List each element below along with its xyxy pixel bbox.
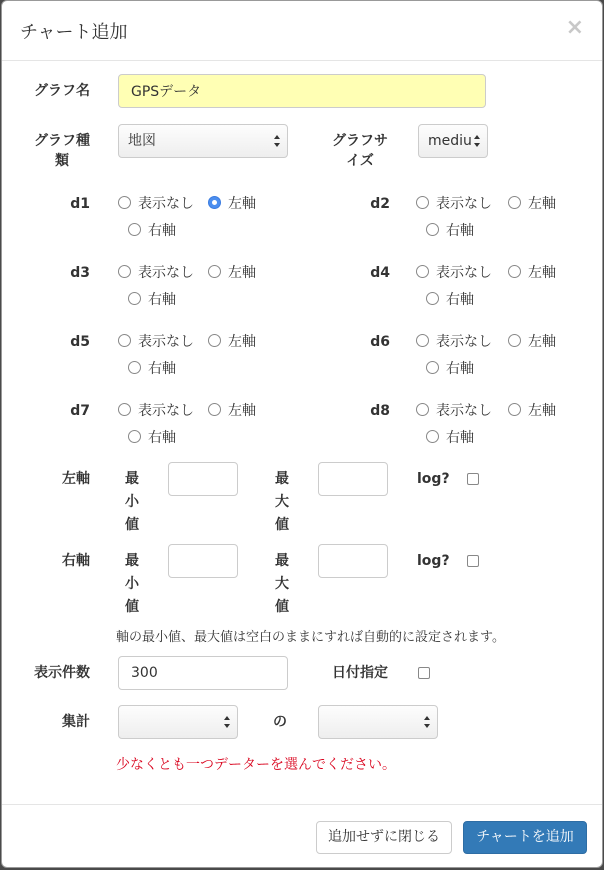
radio-label: 右軸 <box>446 361 474 377</box>
modal-footer <box>2 804 602 868</box>
radio-label: 左軸 <box>228 196 256 212</box>
graph-size-label: グラフサ イズ <box>332 133 388 169</box>
graph-name-input[interactable] <box>118 74 486 108</box>
radio-button-icon[interactable] <box>416 334 429 347</box>
left-axis-max-input[interactable] <box>318 462 388 496</box>
radio-label: 左軸 <box>228 334 256 350</box>
radio-d4-none[interactable] <box>416 263 492 283</box>
radio-button-icon[interactable] <box>128 430 141 443</box>
right-log-checkbox[interactable] <box>467 555 479 567</box>
close-without-adding-button[interactable]: 追加せずに閉じる <box>316 821 452 854</box>
radio-d8-left[interactable] <box>508 401 556 421</box>
aggregate-select[interactable] <box>118 705 238 739</box>
right-axis-label: 右軸 <box>62 553 90 569</box>
radio-d2-right[interactable] <box>426 221 474 241</box>
left-axis-min-input[interactable] <box>168 462 238 496</box>
radio-d8-none[interactable] <box>416 401 492 421</box>
aggregate-target-select[interactable] <box>318 705 438 739</box>
radio-label: 左軸 <box>528 265 556 281</box>
radio-d3-right[interactable] <box>128 290 176 310</box>
radio-label: 右軸 <box>148 361 176 377</box>
right-min-label: 最 小 値 <box>125 553 139 615</box>
right-axis-min-input[interactable] <box>168 544 238 578</box>
series-label-d4: d4 <box>370 265 390 281</box>
radio-label: 右軸 <box>148 430 176 446</box>
series-label-d5: d5 <box>70 334 90 350</box>
series-label-d8: d8 <box>370 403 390 419</box>
radio-d7-left[interactable] <box>208 401 256 421</box>
radio-button-icon[interactable] <box>426 223 439 236</box>
radio-label: 左軸 <box>528 403 556 419</box>
radio-button-icon[interactable] <box>128 361 141 374</box>
radio-label: 右軸 <box>446 223 474 239</box>
axis-auto-note: 軸の最小値、最大値は空白のままにすれば自動的に設定されます。 <box>116 630 505 645</box>
select-arrows-icon <box>423 715 431 729</box>
add-chart-modal <box>1 0 603 868</box>
select-arrows-icon <box>473 134 481 148</box>
radio-button-icon[interactable] <box>508 334 521 347</box>
error-message: 少なくとも一つデーターを選んでください。 <box>116 757 396 773</box>
radio-button-icon[interactable] <box>416 265 429 278</box>
radio-d5-left[interactable] <box>208 332 256 352</box>
right-axis-max-input[interactable] <box>318 544 388 578</box>
radio-d5-none[interactable] <box>118 332 194 352</box>
left-max-label: 最 大 値 <box>275 471 289 533</box>
graph-size-value: mediu <box>428 133 472 149</box>
date-spec-label: 日付指定 <box>332 665 388 681</box>
radio-button-icon[interactable] <box>118 196 131 209</box>
radio-d3-none[interactable] <box>118 263 194 283</box>
select-arrows-icon <box>223 715 231 729</box>
left-log-checkbox[interactable] <box>467 473 479 485</box>
left-min-label: 最 小 値 <box>125 471 139 533</box>
radio-d2-none[interactable] <box>416 194 492 214</box>
right-max-label: 最 大 値 <box>275 553 289 615</box>
graph-type-label: グラフ種 類 <box>34 133 90 169</box>
radio-label: 表示なし <box>138 265 194 281</box>
radio-button-icon[interactable] <box>118 334 131 347</box>
radio-button-icon[interactable] <box>208 196 221 209</box>
radio-label: 表示なし <box>436 334 492 350</box>
graph-type-select[interactable] <box>118 124 288 158</box>
radio-label: 表示なし <box>436 265 492 281</box>
radio-button-icon[interactable] <box>208 403 221 416</box>
display-count-label: 表示件数 <box>34 665 90 681</box>
radio-label: 表示なし <box>436 196 492 212</box>
radio-label: 表示なし <box>436 403 492 419</box>
radio-d7-right[interactable] <box>128 428 176 448</box>
aggregate-label: 集計 <box>62 714 90 730</box>
radio-d2-left[interactable] <box>508 194 556 214</box>
radio-d3-left[interactable] <box>208 263 256 283</box>
graph-size-select[interactable] <box>418 124 488 158</box>
left-axis-label: 左軸 <box>62 471 90 487</box>
select-arrows-icon <box>273 134 281 148</box>
close-icon[interactable]: × <box>565 15 584 40</box>
series-label-d7: d7 <box>70 403 90 419</box>
radio-button-icon[interactable] <box>416 403 429 416</box>
add-chart-button[interactable]: チャートを追加 <box>463 821 587 854</box>
radio-button-icon[interactable] <box>416 196 429 209</box>
radio-label: 左軸 <box>228 403 256 419</box>
radio-label: 右軸 <box>148 223 176 239</box>
radio-d6-none[interactable] <box>416 332 492 352</box>
graph-type-value: 地図 <box>128 133 156 149</box>
series-label-d2: d2 <box>370 196 390 212</box>
radio-button-icon[interactable] <box>128 223 141 236</box>
radio-d1-right[interactable] <box>128 221 176 241</box>
radio-label: 表示なし <box>138 196 194 212</box>
series-label-d6: d6 <box>370 334 390 350</box>
radio-d1-left[interactable] <box>208 194 256 214</box>
modal-header <box>2 1 602 61</box>
radio-button-icon[interactable] <box>426 292 439 305</box>
radio-label: 左軸 <box>228 265 256 281</box>
series-label-d3: d3 <box>70 265 90 281</box>
radio-button-icon[interactable] <box>118 265 131 278</box>
radio-d7-none[interactable] <box>118 401 194 421</box>
left-log-label: log? <box>417 471 450 487</box>
radio-button-icon[interactable] <box>426 430 439 443</box>
radio-label: 右軸 <box>148 292 176 308</box>
radio-d6-left[interactable] <box>508 332 556 352</box>
radio-label: 右軸 <box>446 430 474 446</box>
radio-label: 左軸 <box>528 334 556 350</box>
radio-button-icon[interactable] <box>208 334 221 347</box>
radio-button-icon[interactable] <box>508 265 521 278</box>
radio-d5-right[interactable] <box>128 359 176 379</box>
series-label-d1: d1 <box>70 196 90 212</box>
modal-title: チャート追加 <box>20 22 128 43</box>
radio-button-icon[interactable] <box>128 292 141 305</box>
radio-button-icon[interactable] <box>118 403 131 416</box>
display-count-input[interactable] <box>118 656 288 690</box>
radio-d4-left[interactable] <box>508 263 556 283</box>
radio-label: 表示なし <box>138 334 194 350</box>
radio-label: 表示なし <box>138 403 194 419</box>
right-log-label: log? <box>417 553 450 569</box>
radio-label: 左軸 <box>528 196 556 212</box>
radio-d1-none[interactable] <box>118 194 194 214</box>
radio-d8-right[interactable] <box>426 428 474 448</box>
radio-d6-right[interactable] <box>426 359 474 379</box>
of-label: の <box>273 714 287 730</box>
radio-button-icon[interactable] <box>208 265 221 278</box>
radio-button-icon[interactable] <box>508 403 521 416</box>
radio-button-icon[interactable] <box>426 361 439 374</box>
radio-label: 右軸 <box>446 292 474 308</box>
radio-button-icon[interactable] <box>508 196 521 209</box>
radio-d4-right[interactable] <box>426 290 474 310</box>
date-spec-checkbox[interactable] <box>418 667 430 679</box>
graph-name-label: グラフ名 <box>34 83 90 99</box>
